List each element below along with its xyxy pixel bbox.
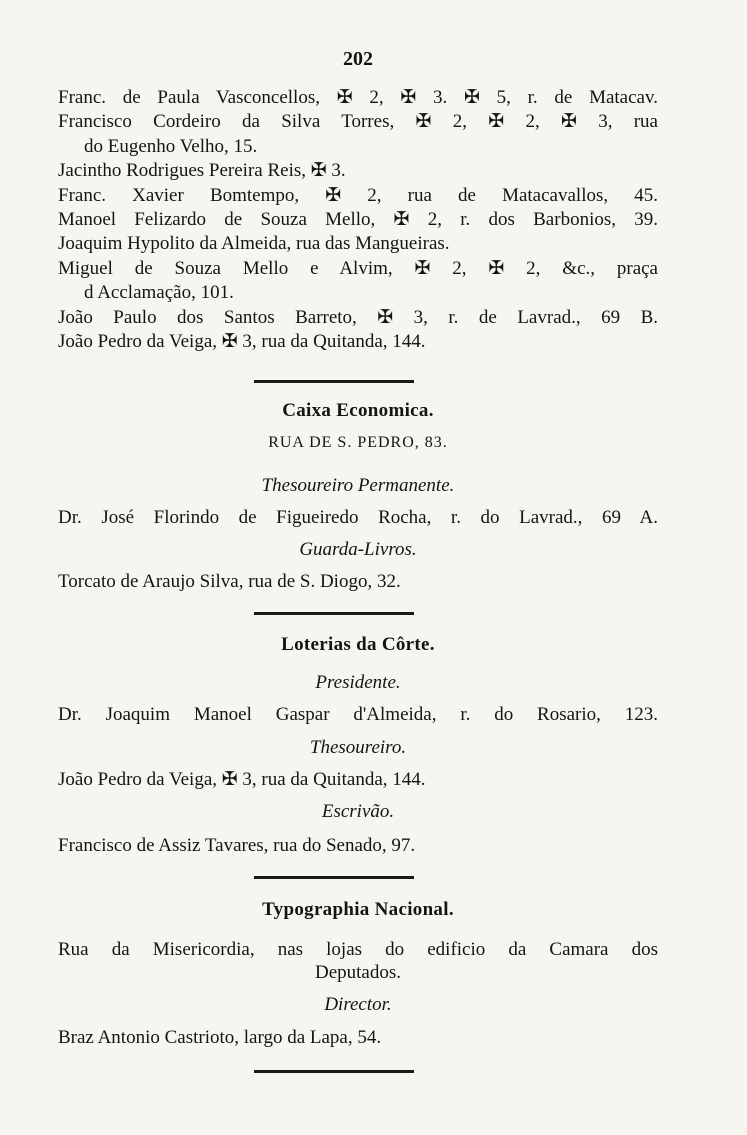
page-number: 202	[343, 48, 373, 70]
section-address-typographia: Rua da Misericordia, nas lojas do edificio da Camara dos	[58, 939, 658, 960]
section-title-loterias: Loterias da Côrte.	[281, 634, 435, 655]
entry-person: João Pedro da Veiga, ✠ 3, rua da Quitanda, 144.	[58, 769, 426, 790]
book-page	[58, 0, 658, 1135]
list-item: Manoel Felizardo de Souza Mello, ✠ 2, r. dos Barbonios, 39.	[58, 209, 658, 231]
member-list	[58, 86, 658, 354]
role-thesoureiro-permanente: Thesoureiro Permanente.	[261, 475, 455, 496]
role-thesoureiro: Thesoureiro.	[309, 737, 407, 758]
section-title-typographia: Typographia Nacional.	[262, 899, 454, 920]
list-item: Francisco Cordeiro da Silva Torres, ✠ 2, ✠ 2, ✠ 3, rua	[58, 111, 658, 133]
section-divider	[254, 612, 414, 615]
section-address-caixa: RUA DE S. PEDRO, 83.	[268, 434, 448, 451]
section-divider	[254, 1070, 414, 1073]
entry-person: Braz Antonio Castrioto, largo da Lapa, 54.	[58, 1027, 382, 1048]
section-divider	[254, 380, 414, 383]
list-item: Joaquim Hypolito da Almeida, rua das Mangueiras.	[58, 233, 450, 255]
role-guarda-livros: Guarda-Livros.	[299, 539, 417, 560]
list-item-continuation: do Eugenho Velho, 15.	[84, 135, 258, 157]
entry-person: Torcato de Araujo Silva, rua de S. Diogo, 32.	[58, 571, 401, 592]
list-item: Franc. de Paula Vasconcellos, ✠ 2, ✠ 3. ✠ 5, r. de Matacav.	[58, 87, 658, 108]
list-item: João Pedro da Veiga, ✠ 3, rua da Quitanda, 144.	[58, 331, 426, 353]
list-item: Franc. Xavier Bomtempo, ✠ 2, rua de Matacavallos, 45.	[58, 184, 658, 206]
role-escrivao: Escrivão.	[321, 801, 395, 822]
entry-person: Dr. Joaquim Manoel Gaspar d'Almeida, r. do Rosario, 123.	[58, 704, 658, 725]
list-item: Jacintho Rodrigues Pereira Reis, ✠ 3.	[58, 160, 346, 182]
entry-person: Francisco de Assiz Tavares, rua do Senado, 97.	[58, 835, 416, 856]
entry-person: Dr. José Florindo de Figueiredo Rocha, r. do Lavrad., 69 A.	[58, 507, 658, 528]
section-address-continuation: Deputados.	[314, 962, 401, 983]
role-director: Director.	[324, 994, 392, 1015]
list-item-continuation: d Acclamação, 101.	[84, 282, 234, 304]
list-item: Miguel de Souza Mello e Alvim, ✠ 2, ✠ 2, &c., praça	[58, 257, 658, 279]
role-presidente: Presidente.	[315, 672, 401, 693]
section-title-caixa: Caixa Economica.	[282, 400, 434, 421]
section-divider	[254, 876, 414, 879]
list-item: João Paulo dos Santos Barreto, ✠ 3, r. de Lavrad., 69 B.	[58, 306, 658, 328]
